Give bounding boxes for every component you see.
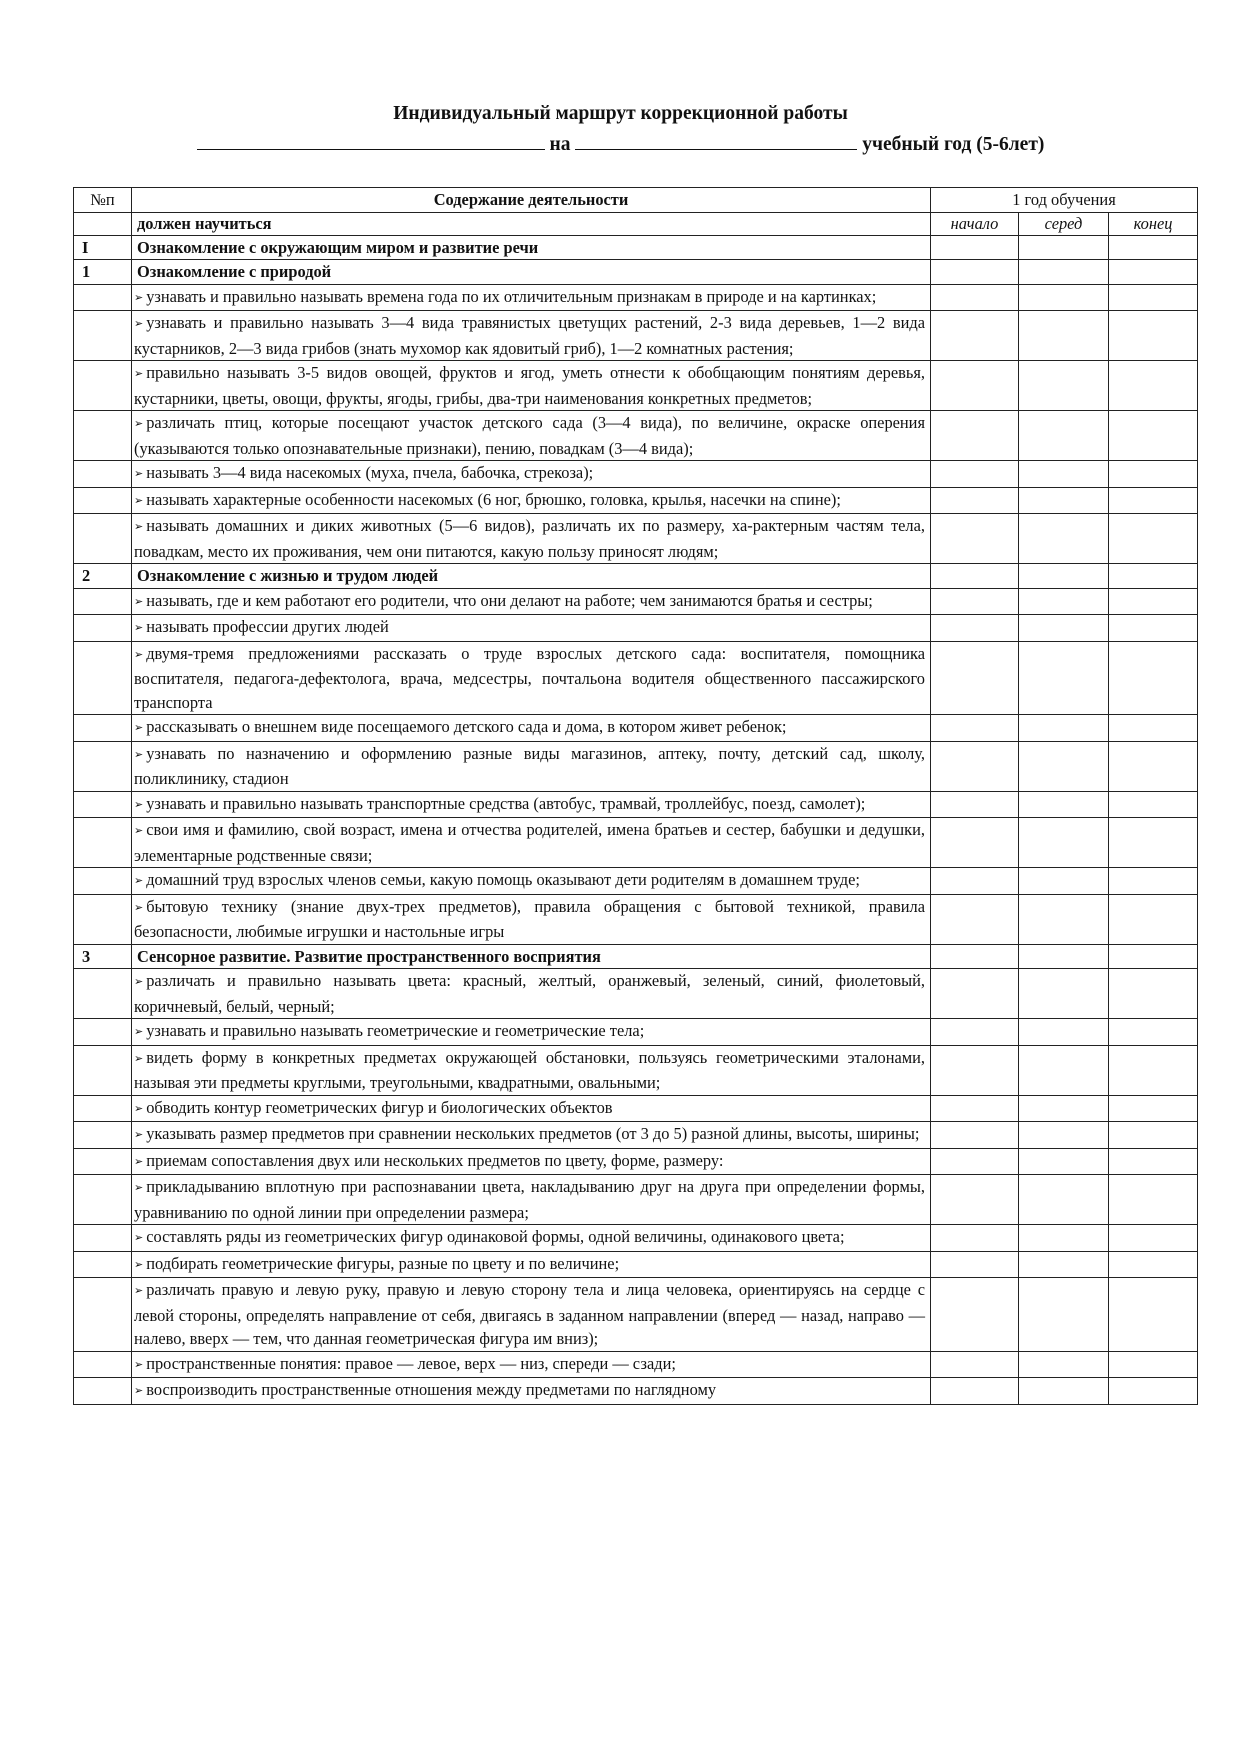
skill-item bbox=[132, 818, 931, 868]
table-row bbox=[74, 284, 1198, 311]
arrow-bullet-icon: ➢ bbox=[134, 493, 144, 507]
row-number bbox=[74, 487, 132, 514]
skill-text: различать и правильно называть цвета: красный, желтый, оранжевый, зеленый, синий, фиолетовый, коричневый, белый, черный; bbox=[134, 971, 925, 1016]
subtitle-on: на bbox=[549, 134, 571, 155]
arrow-bullet-icon: ➢ bbox=[134, 367, 144, 380]
end-mark-cell[interactable] bbox=[1109, 1351, 1198, 1378]
skill-item bbox=[132, 487, 931, 514]
start-mark-cell[interactable] bbox=[931, 868, 1019, 895]
end-mark-cell[interactable] bbox=[1109, 615, 1198, 642]
mid-mark-cell[interactable] bbox=[1019, 894, 1109, 944]
start-mark-cell[interactable] bbox=[931, 1095, 1019, 1122]
skill-item bbox=[132, 514, 931, 564]
end-mark-cell[interactable] bbox=[1109, 1019, 1198, 1046]
table-row bbox=[74, 1175, 1198, 1225]
row-number bbox=[74, 1095, 132, 1122]
row-number bbox=[74, 894, 132, 944]
mid-mark-cell[interactable] bbox=[1019, 1251, 1109, 1278]
subheader-start: начало bbox=[931, 212, 1019, 235]
table-row bbox=[74, 969, 1198, 1019]
mid-mark-cell[interactable] bbox=[1019, 514, 1109, 564]
skill-text: узнавать и правильно называть геометрические и геометрические тела; bbox=[146, 1021, 645, 1040]
end-mark-cell[interactable] bbox=[1109, 818, 1198, 868]
arrow-bullet-icon: ➢ bbox=[134, 467, 144, 480]
start-mark-cell[interactable] bbox=[931, 284, 1019, 311]
row-number bbox=[74, 361, 132, 411]
end-mark-cell[interactable] bbox=[1109, 311, 1198, 361]
start-mark-cell[interactable] bbox=[931, 791, 1019, 818]
table-row bbox=[74, 514, 1198, 564]
table-row bbox=[74, 1148, 1198, 1175]
end-mark-cell[interactable] bbox=[1109, 868, 1198, 895]
skill-text: составлять ряды из геометрических фигур одинаковой формы, одной величины, одинакового цвета; bbox=[146, 1227, 845, 1246]
skill-item bbox=[132, 791, 931, 818]
skill-text: узнавать и правильно называть времена года по их отличительным признакам в природе и на картинках; bbox=[146, 286, 877, 306]
route-table bbox=[73, 187, 1198, 1405]
end-mark-cell[interactable] bbox=[1109, 361, 1198, 411]
subtitle-year: учебный год (5-6лет) bbox=[862, 134, 1045, 155]
mid-mark-cell[interactable] bbox=[1019, 615, 1109, 642]
end-mark-cell[interactable] bbox=[1109, 1095, 1198, 1122]
arrow-bullet-icon: ➢ bbox=[134, 1154, 144, 1168]
arrow-bullet-icon: ➢ bbox=[134, 417, 144, 430]
table-row bbox=[74, 1122, 1198, 1149]
arrow-bullet-icon: ➢ bbox=[134, 824, 144, 837]
table-row bbox=[74, 588, 1198, 615]
start-mark-cell[interactable] bbox=[931, 411, 1019, 461]
skill-item bbox=[132, 311, 931, 361]
mid-mark-cell[interactable] bbox=[1019, 487, 1109, 514]
start-mark-cell[interactable] bbox=[931, 1225, 1019, 1252]
skill-text: называть профессии других людей bbox=[146, 617, 389, 636]
table-row bbox=[74, 1251, 1198, 1278]
end-mark-cell[interactable] bbox=[1109, 461, 1198, 488]
header-row bbox=[74, 188, 1198, 213]
row-number bbox=[74, 1175, 132, 1225]
skill-item bbox=[132, 1148, 931, 1175]
table-row bbox=[74, 1019, 1198, 1046]
arrow-bullet-icon: ➢ bbox=[134, 1128, 144, 1141]
arrow-bullet-icon: ➢ bbox=[134, 975, 144, 988]
arrow-bullet-icon: ➢ bbox=[134, 520, 144, 533]
row-number: 1 bbox=[74, 260, 132, 285]
row-number bbox=[74, 1225, 132, 1252]
mid-mark-cell[interactable] bbox=[1019, 564, 1109, 589]
row-number bbox=[74, 311, 132, 361]
section-title: Ознакомление с окружающим миром и развитие речи bbox=[132, 235, 931, 260]
table-row bbox=[74, 311, 1198, 361]
row-number bbox=[74, 868, 132, 895]
table-row bbox=[74, 1225, 1198, 1252]
skill-item bbox=[132, 411, 931, 461]
start-mark-cell[interactable] bbox=[931, 260, 1019, 285]
section-row bbox=[74, 944, 1198, 969]
mid-mark-cell[interactable] bbox=[1019, 741, 1109, 791]
start-mark-cell[interactable] bbox=[931, 715, 1019, 742]
arrow-bullet-icon: ➢ bbox=[134, 1284, 144, 1297]
end-mark-cell[interactable] bbox=[1109, 1251, 1198, 1278]
start-mark-cell[interactable] bbox=[931, 588, 1019, 615]
skill-text: правильно называть 3-5 видов овощей, фруктов и ягод, уметь отнести к обобщающим понятиям деревья, кустарники, цветы, овощи, фрукты, ягоды, грибы, два-три наименования конкретных предметов; bbox=[134, 363, 925, 408]
row-number bbox=[74, 1019, 132, 1046]
table-row bbox=[74, 818, 1198, 868]
row-number bbox=[74, 791, 132, 818]
table-row bbox=[74, 1351, 1198, 1378]
end-mark-cell[interactable] bbox=[1109, 1225, 1198, 1252]
skill-item bbox=[132, 1095, 931, 1122]
row-number bbox=[74, 461, 132, 488]
mid-mark-cell[interactable] bbox=[1019, 1278, 1109, 1352]
end-mark-cell[interactable] bbox=[1109, 944, 1198, 969]
skill-item bbox=[132, 284, 931, 311]
section-row bbox=[74, 260, 1198, 285]
skill-text: узнавать и правильно называть 3—4 вида травянистых цветущих растений, 2-3 вида деревьев, 1—2 вида кустарников, 2—3 вида грибов (знать мухомор как ядовитый гриб), 1—2 комнатных растения; bbox=[134, 313, 925, 358]
mid-mark-cell[interactable] bbox=[1019, 411, 1109, 461]
mid-mark-cell[interactable] bbox=[1019, 235, 1109, 260]
table-row bbox=[74, 894, 1198, 944]
subheader-row bbox=[74, 212, 1198, 235]
mid-mark-cell[interactable] bbox=[1019, 284, 1109, 311]
start-mark-cell[interactable] bbox=[931, 641, 1019, 715]
mid-mark-cell[interactable] bbox=[1019, 1148, 1109, 1175]
section-title: Ознакомление с жизнью и трудом людей bbox=[132, 564, 931, 589]
start-mark-cell[interactable] bbox=[931, 1175, 1019, 1225]
start-mark-cell[interactable] bbox=[931, 1278, 1019, 1352]
start-mark-cell[interactable] bbox=[931, 1045, 1019, 1095]
skill-item bbox=[132, 588, 931, 615]
skill-item bbox=[132, 1019, 931, 1046]
start-mark-cell[interactable] bbox=[931, 487, 1019, 514]
end-mark-cell[interactable] bbox=[1109, 741, 1198, 791]
start-mark-cell[interactable] bbox=[931, 1019, 1019, 1046]
subheader-mid: серед bbox=[1019, 212, 1109, 235]
section-title: Сенсорное развитие. Развитие пространственного восприятия bbox=[132, 944, 931, 969]
skill-item bbox=[132, 1251, 931, 1278]
header-year: 1 год обучения bbox=[931, 188, 1198, 213]
end-mark-cell[interactable] bbox=[1109, 588, 1198, 615]
start-mark-cell[interactable] bbox=[931, 514, 1019, 564]
skill-item bbox=[132, 361, 931, 411]
mid-mark-cell[interactable] bbox=[1019, 641, 1109, 715]
mid-mark-cell[interactable] bbox=[1019, 1019, 1109, 1046]
end-mark-cell[interactable] bbox=[1109, 487, 1198, 514]
skill-text: называть характерные особенности насекомых (6 ног, брюшко, головка, крылья, насечки на спине); bbox=[146, 489, 841, 509]
mid-mark-cell[interactable] bbox=[1019, 791, 1109, 818]
table-row bbox=[74, 1095, 1198, 1122]
end-mark-cell[interactable] bbox=[1109, 1278, 1198, 1352]
table-row bbox=[74, 361, 1198, 411]
table-row bbox=[74, 1378, 1198, 1405]
row-number: 3 bbox=[74, 944, 132, 969]
arrow-bullet-icon: ➢ bbox=[134, 1051, 144, 1065]
table-row bbox=[74, 411, 1198, 461]
mid-mark-cell[interactable] bbox=[1019, 1045, 1109, 1095]
table-body bbox=[74, 235, 1198, 1404]
skill-item bbox=[132, 894, 931, 944]
skill-text: домашний труд взрослых членов семьи, какую помощь оказывают дети родителям в домашнем труде; bbox=[146, 870, 860, 889]
row-number bbox=[74, 818, 132, 868]
mid-mark-cell[interactable] bbox=[1019, 461, 1109, 488]
skill-text: двумя-тремя предложениями рассказать о труде взрослых детского сада: воспитателя, помощника воспитателя, педагога-дефектолога, врача, медсестры, почтальона водителя общественного пассажирского транспорта bbox=[134, 643, 925, 712]
table-row bbox=[74, 715, 1198, 742]
subheader-content: должен научиться bbox=[132, 212, 931, 235]
arrow-bullet-icon: ➢ bbox=[134, 1257, 144, 1271]
row-number bbox=[74, 969, 132, 1019]
start-mark-cell[interactable] bbox=[931, 969, 1019, 1019]
end-mark-cell[interactable] bbox=[1109, 564, 1198, 589]
skill-text: подбирать геометрические фигуры, разные по цвету и по величине; bbox=[146, 1253, 620, 1273]
row-number bbox=[74, 1122, 132, 1149]
start-mark-cell[interactable] bbox=[931, 1251, 1019, 1278]
end-mark-cell[interactable] bbox=[1109, 791, 1198, 818]
mid-mark-cell[interactable] bbox=[1019, 588, 1109, 615]
skill-text: обводить контур геометрических фигур и биологических объектов bbox=[146, 1097, 613, 1117]
skill-item bbox=[132, 1351, 931, 1378]
skill-text: воспроизводить пространственные отношения между предметами по наглядному bbox=[146, 1380, 717, 1399]
arrow-bullet-icon: ➢ bbox=[134, 1231, 144, 1244]
header-num: №п bbox=[74, 188, 132, 213]
arrow-bullet-icon: ➢ bbox=[134, 1101, 144, 1115]
arrow-bullet-icon: ➢ bbox=[134, 621, 144, 634]
arrow-bullet-icon: ➢ bbox=[134, 1357, 144, 1371]
subheader-end: конец bbox=[1109, 212, 1198, 235]
skill-item bbox=[132, 1278, 931, 1352]
skill-text: узнавать и правильно называть транспортные средства (автобус, трамвай, троллейбус, поезд, самолет); bbox=[146, 793, 866, 813]
skill-item bbox=[132, 1378, 931, 1405]
skill-text: указывать размер предметов при сравнении нескольких предметов (от 3 до 5) разной длины, высоты, ширины; bbox=[146, 1124, 920, 1143]
section-row bbox=[74, 235, 1198, 260]
start-mark-cell[interactable] bbox=[931, 818, 1019, 868]
mid-mark-cell[interactable] bbox=[1019, 1378, 1109, 1405]
start-mark-cell[interactable] bbox=[931, 944, 1019, 969]
end-mark-cell[interactable] bbox=[1109, 1122, 1198, 1149]
skill-text: называть домашних и диких животных (5—6 видов), различать их по размеру, ха-рактерным частям тела, повадкам, место их проживания, чем они питаются, какую пользу приносят людям; bbox=[134, 516, 925, 561]
start-mark-cell[interactable] bbox=[931, 741, 1019, 791]
end-mark-cell[interactable] bbox=[1109, 260, 1198, 285]
row-number bbox=[74, 715, 132, 742]
table-row bbox=[74, 615, 1198, 642]
skill-item bbox=[132, 715, 931, 742]
skill-item bbox=[132, 868, 931, 895]
skill-item bbox=[132, 741, 931, 791]
skill-item bbox=[132, 615, 931, 642]
skill-item bbox=[132, 1225, 931, 1252]
mid-mark-cell[interactable] bbox=[1019, 944, 1109, 969]
start-mark-cell[interactable] bbox=[931, 1148, 1019, 1175]
arrow-bullet-icon: ➢ bbox=[134, 1384, 144, 1397]
mid-mark-cell[interactable] bbox=[1019, 715, 1109, 742]
mid-mark-cell[interactable] bbox=[1019, 1122, 1109, 1149]
row-number bbox=[74, 1351, 132, 1378]
start-mark-cell[interactable] bbox=[931, 311, 1019, 361]
table-row bbox=[74, 641, 1198, 715]
end-mark-cell[interactable] bbox=[1109, 1148, 1198, 1175]
skill-text: называть 3—4 вида насекомых (муха, пчела, бабочка, стрекоза); bbox=[146, 463, 594, 482]
end-mark-cell[interactable] bbox=[1109, 1175, 1198, 1225]
start-mark-cell[interactable] bbox=[931, 894, 1019, 944]
row-number bbox=[74, 411, 132, 461]
skill-item bbox=[132, 969, 931, 1019]
start-mark-cell[interactable] bbox=[931, 1378, 1019, 1405]
table-row bbox=[74, 791, 1198, 818]
skill-item bbox=[132, 461, 931, 488]
row-number bbox=[74, 284, 132, 311]
end-mark-cell[interactable] bbox=[1109, 894, 1198, 944]
arrow-bullet-icon: ➢ bbox=[134, 1025, 144, 1038]
skill-item bbox=[132, 1122, 931, 1149]
row-number: I bbox=[74, 235, 132, 260]
arrow-bullet-icon: ➢ bbox=[134, 594, 144, 608]
header-content: Содержание деятельности bbox=[132, 188, 931, 213]
mid-mark-cell[interactable] bbox=[1019, 818, 1109, 868]
section-row bbox=[74, 564, 1198, 589]
mid-mark-cell[interactable] bbox=[1019, 969, 1109, 1019]
table-row bbox=[74, 1278, 1198, 1352]
skill-text: прикладыванию вплотную при распознавании цвета, накладыванию друг на друга при определении формы, уравниванию по одной линии при определении размера; bbox=[134, 1177, 925, 1222]
document-subtitle bbox=[0, 132, 1241, 156]
skill-text: видеть форму в конкретных предметах окружающей обстановки, пользуясь геометрическими эталонами, называя эти предметы круглыми, треугольными, квадратными, овальными; bbox=[134, 1047, 925, 1092]
row-number bbox=[74, 514, 132, 564]
year-blank-line bbox=[575, 132, 857, 150]
skill-text: рассказывать о внешнем виде посещаемого детского сада и дома, в котором живет ребенок; bbox=[146, 717, 787, 736]
row-number bbox=[74, 1278, 132, 1352]
subheader-num-cell bbox=[74, 212, 132, 235]
end-mark-cell[interactable] bbox=[1109, 1378, 1198, 1405]
arrow-bullet-icon: ➢ bbox=[134, 647, 144, 661]
row-number bbox=[74, 1148, 132, 1175]
mid-mark-cell[interactable] bbox=[1019, 1225, 1109, 1252]
skill-text: бытовую технику (знание двух-трех предметов), правила обращения с бытовой техникой, правила безопасности, любимые игрушки и настольные игры bbox=[134, 896, 925, 941]
row-number bbox=[74, 1378, 132, 1405]
mid-mark-cell[interactable] bbox=[1019, 361, 1109, 411]
start-mark-cell[interactable] bbox=[931, 461, 1019, 488]
row-number bbox=[74, 615, 132, 642]
start-mark-cell[interactable] bbox=[931, 1122, 1019, 1149]
skill-item bbox=[132, 641, 931, 715]
arrow-bullet-icon: ➢ bbox=[134, 797, 144, 811]
arrow-bullet-icon: ➢ bbox=[134, 874, 144, 887]
skill-text: называть, где и кем работают его родители, что они делают на работе; чем занимаются братья и сестры; bbox=[146, 590, 873, 610]
table-row bbox=[74, 461, 1198, 488]
row-number bbox=[74, 588, 132, 615]
skill-text: различать правую и левую руку, правую и левую сторону тела и лица человека, ориентируясь на сердце с левой стороны, определять направление от себя, двигаясь в заданном направлении (вперед — назад, направо — налево, вверх — тем, что данная геометрическая фигура им вниз); bbox=[134, 1280, 925, 1348]
row-number bbox=[74, 741, 132, 791]
row-number bbox=[74, 641, 132, 715]
skill-text: различать птиц, которые посещают участок детского сада (3—4 вида), по величине, окраске оперения (указываются только опознавательные признаки), пению, повадкам (3—4 вида); bbox=[134, 413, 925, 458]
arrow-bullet-icon: ➢ bbox=[134, 721, 144, 734]
start-mark-cell[interactable] bbox=[931, 564, 1019, 589]
mid-mark-cell[interactable] bbox=[1019, 311, 1109, 361]
mid-mark-cell[interactable] bbox=[1019, 1351, 1109, 1378]
end-mark-cell[interactable] bbox=[1109, 715, 1198, 742]
mid-mark-cell[interactable] bbox=[1019, 1095, 1109, 1122]
end-mark-cell[interactable] bbox=[1109, 235, 1198, 260]
end-mark-cell[interactable] bbox=[1109, 1045, 1198, 1095]
skill-item bbox=[132, 1045, 931, 1095]
table-row bbox=[74, 487, 1198, 514]
skill-text: свои имя и фамилию, свой возраст, имена и отчества родителей, имена братьев и сестер, бабушки и дедушки, элементарные родственные связи; bbox=[134, 820, 925, 865]
arrow-bullet-icon: ➢ bbox=[134, 1181, 144, 1194]
end-mark-cell[interactable] bbox=[1109, 641, 1198, 715]
end-mark-cell[interactable] bbox=[1109, 284, 1198, 311]
arrow-bullet-icon: ➢ bbox=[134, 290, 144, 304]
arrow-bullet-icon: ➢ bbox=[134, 747, 144, 761]
row-number bbox=[74, 1045, 132, 1095]
table-row bbox=[74, 741, 1198, 791]
section-title: Ознакомление с природой bbox=[132, 260, 931, 285]
mid-mark-cell[interactable] bbox=[1019, 260, 1109, 285]
name-blank-line bbox=[197, 132, 545, 150]
mid-mark-cell[interactable] bbox=[1019, 1175, 1109, 1225]
start-mark-cell[interactable] bbox=[931, 361, 1019, 411]
start-mark-cell[interactable] bbox=[931, 235, 1019, 260]
start-mark-cell[interactable] bbox=[931, 615, 1019, 642]
document-title: Индивидуальный маршрут коррекционной работы bbox=[393, 103, 848, 124]
skill-text: узнавать по назначению и оформлению разные виды магазинов, аптеку, почту, детский сад, школу, поликлинику, стадион bbox=[134, 743, 925, 788]
arrow-bullet-icon: ➢ bbox=[134, 900, 144, 914]
table-row bbox=[74, 868, 1198, 895]
end-mark-cell[interactable] bbox=[1109, 969, 1198, 1019]
arrow-bullet-icon: ➢ bbox=[134, 317, 144, 330]
row-number: 2 bbox=[74, 564, 132, 589]
row-number bbox=[74, 1251, 132, 1278]
mid-mark-cell[interactable] bbox=[1019, 868, 1109, 895]
skill-item bbox=[132, 1175, 931, 1225]
skill-text: приемам сопоставления двух или нескольких предметов по цвету, форме, размеру: bbox=[146, 1150, 724, 1170]
table-row bbox=[74, 1045, 1198, 1095]
end-mark-cell[interactable] bbox=[1109, 411, 1198, 461]
skill-text: пространственные понятия: правое — левое, верх — низ, спереди — сзади; bbox=[146, 1353, 676, 1373]
end-mark-cell[interactable] bbox=[1109, 514, 1198, 564]
start-mark-cell[interactable] bbox=[931, 1351, 1019, 1378]
